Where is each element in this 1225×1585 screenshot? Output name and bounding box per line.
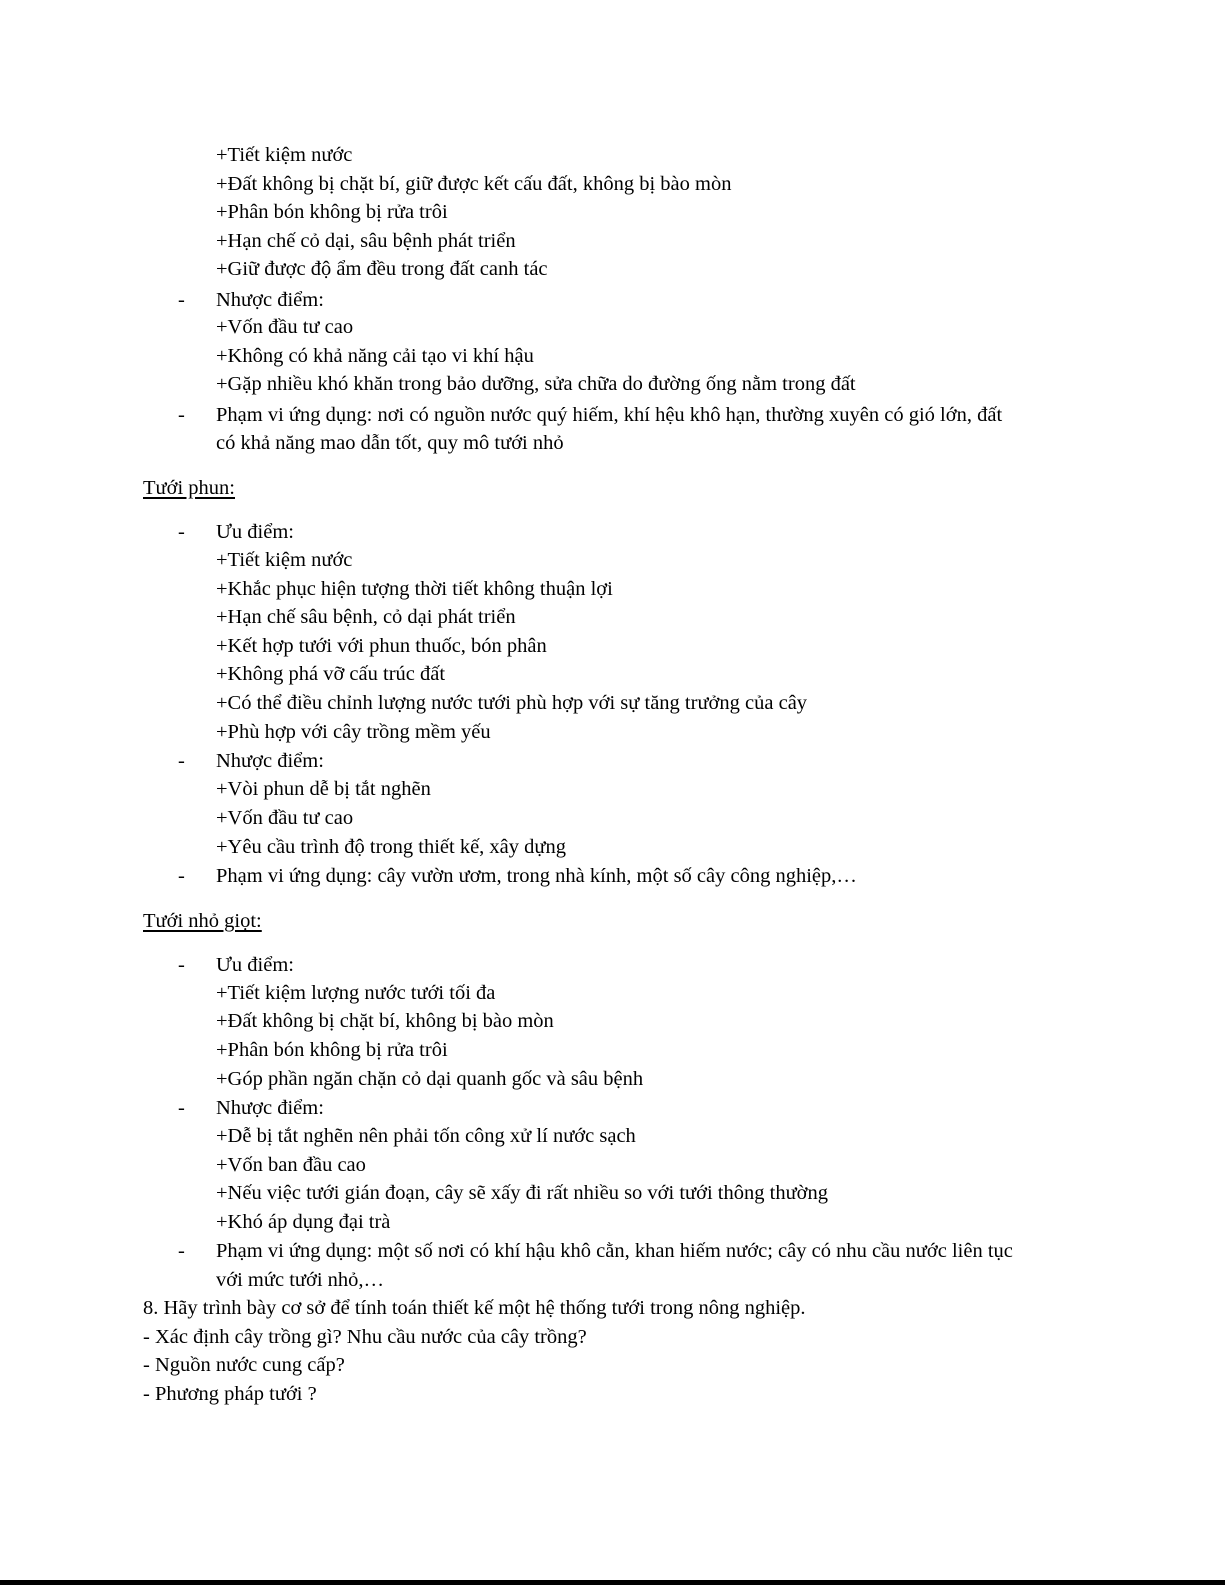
list-item: +Vòi phun dễ bị tắt nghẽn [216,778,431,800]
list-item: +Phân bón không bị rửa trôi [216,201,448,223]
list-item: +Tiết kiệm nước [216,144,353,166]
pros-label: Ưu điểm: [216,521,294,543]
list-item: +Khắc phục hiện tượng thời tiết không thuận lợi [216,578,613,600]
pros-label: Ưu điểm: [216,954,294,976]
list-item: +Vốn ban đầu cao [216,1154,366,1176]
list-item: +Khó áp dụng đại trà [216,1211,391,1233]
bullet-dash: - [178,1097,185,1119]
bullet-dash: - [178,404,185,426]
cons-label: Nhược điểm: [216,289,324,311]
list-item: +Vốn đầu tư cao [216,316,354,338]
list-item: +Hạn chế sâu bệnh, cỏ dại phát triển [216,606,516,628]
list-item: +Không phá vỡ cấu trúc đất [216,663,446,685]
scope-text: có khả năng mao dẫn tốt, quy mô tưới nhỏ [216,432,564,454]
list-item: +Tiết kiệm nước [216,549,353,571]
list-item: +Dễ bị tắt nghẽn nên phải tốn công xử lí nước sạch [216,1125,636,1147]
list-item: +Đất không bị chặt bí, không bị bào mòn [216,1010,554,1032]
list-item: +Giữ được độ ẩm đều trong đất canh tác [216,258,548,280]
scope-text: Phạm vi ứng dụng: cây vườn ươm, trong nhà kính, một số cây công nghiệp,… [216,865,857,887]
list-item: +Vốn đầu tư cao [216,807,354,829]
scope-text: với mức tưới nhỏ,… [216,1269,385,1291]
section-heading-sprinkler: Tưới phun: [143,477,235,499]
bullet-dash: - [178,954,185,976]
list-item: +Có thể điều chỉnh lượng nước tưới phù hợp với sự tăng trưởng của cây [216,692,808,714]
question-point: - Nguồn nước cung cấp? [143,1354,345,1376]
scope-text: Phạm vi ứng dụng: nơi có nguồn nước quý hiếm, khí hệu khô hạn, thường xuyên có gió lớn, đất [216,404,1003,426]
cons-label: Nhược điểm: [216,1097,324,1119]
bullet-dash: - [178,289,185,311]
list-item: +Không có khả năng cải tạo vi khí hậu [216,345,534,367]
cons-label: Nhược điểm: [216,750,324,772]
list-item: +Gặp nhiều khó khăn trong bảo dưỡng, sửa chữa do đường ống nằm trong đất [216,373,856,395]
list-item: +Hạn chế cỏ dại, sâu bệnh phát triển [216,230,516,252]
section-heading-drip: Tưới nhỏ giọt: [143,910,262,932]
bullet-dash: - [178,750,185,772]
bullet-dash: - [178,521,185,543]
bullet-dash: - [178,865,185,887]
list-item: +Yêu cầu trình độ trong thiết kế, xây dựng [216,836,567,858]
list-item: +Góp phần ngăn chặn cỏ dại quanh gốc và sâu bệnh [216,1068,644,1090]
list-item: +Phù hợp với cây trồng mềm yếu [216,721,491,743]
page-bottom-border [0,1580,1225,1585]
bullet-dash: - [178,1240,185,1262]
question-title: 8. Hãy trình bày cơ sở để tính toán thiết kế một hệ thống tưới trong nông nghiệp. [143,1297,806,1319]
list-item: +Phân bón không bị rửa trôi [216,1039,448,1061]
list-item: +Nếu việc tưới gián đoạn, cây sẽ xấy đi rất nhiều so với tưới thông thường [216,1182,829,1204]
list-item: +Đất không bị chặt bí, giữ được kết cấu đất, không bị bào mòn [216,173,732,195]
question-point: - Xác định cây trồng gì? Nhu cầu nước của cây trồng? [143,1326,587,1348]
scope-text: Phạm vi ứng dụng: một số nơi có khí hậu khô cằn, khan hiếm nước; cây có nhu cầu nước liên tục [216,1240,1013,1262]
list-item: +Kết hợp tưới với phun thuốc, bón phân [216,635,547,657]
list-item: +Tiết kiệm lượng nước tưới tối đa [216,982,496,1004]
question-point: - Phương pháp tưới ? [143,1383,317,1405]
